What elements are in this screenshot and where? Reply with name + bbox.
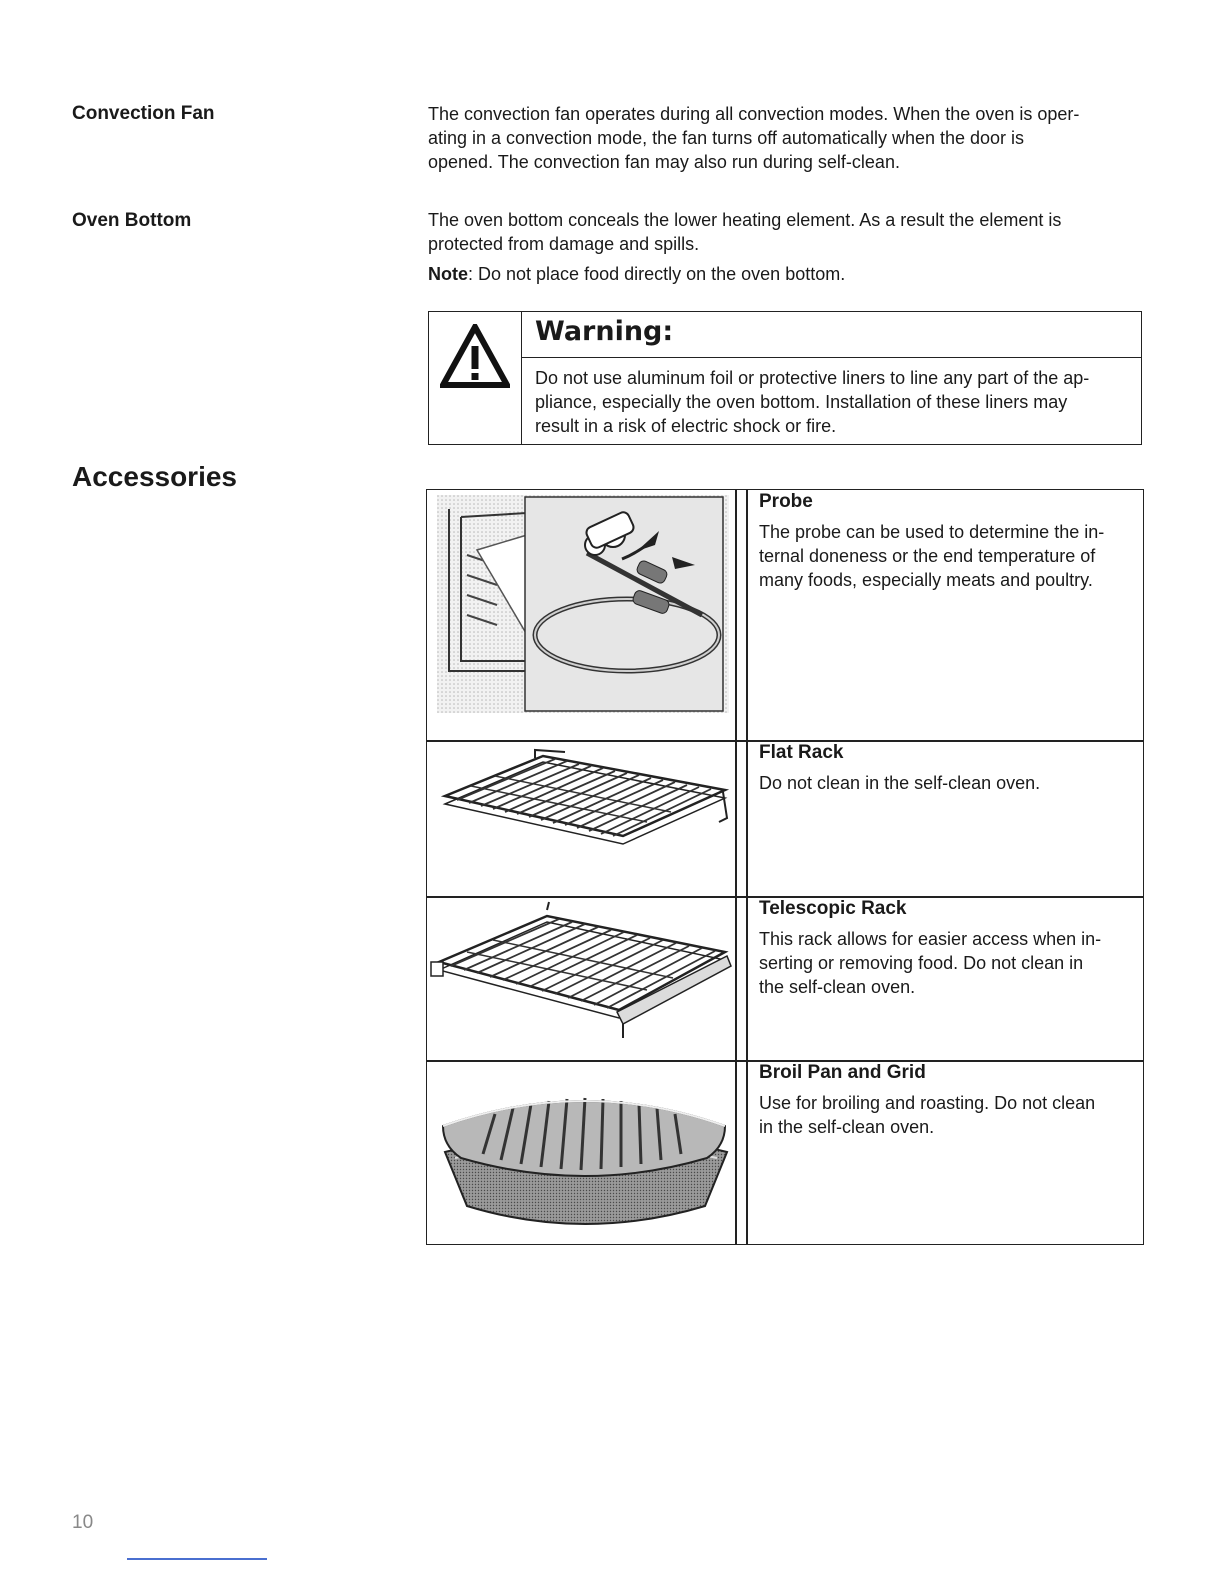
text-line: serting or removing food. Do not clean in: [759, 953, 1084, 973]
text-line: protected from damage and spills.: [428, 234, 700, 254]
broil-pan-illustration: [435, 1066, 731, 1243]
warning-icon-cell: [429, 312, 522, 444]
page-number: 10: [72, 1512, 94, 1533]
warning-box: [428, 311, 1142, 445]
text-line: many foods, especially meats and poultry.: [759, 570, 1093, 590]
accessory-name: Probe: [759, 491, 813, 512]
warning-title-row: [522, 312, 1141, 358]
text-line: The convection fan operates during all convection modes. When the oven is oper-: [428, 104, 1080, 124]
accessory-description: [759, 927, 1135, 999]
convection-fan-text: [428, 102, 1148, 174]
accessories-title: Accessories: [72, 461, 238, 492]
warning-text: [535, 366, 1131, 438]
text-line: opened. The convection fan may also run during self-clean.: [428, 152, 900, 172]
text-line: Do not clean in the self-clean oven.: [759, 773, 1041, 793]
oven-bottom-text: [428, 208, 1148, 256]
probe-illustration: [437, 495, 729, 718]
accessory-description: [759, 1091, 1135, 1139]
text-line: pliance, especially the oven bottom. Installation of these liners may: [535, 392, 1068, 412]
accessory-name: Broil Pan and Grid: [759, 1062, 926, 1083]
text-line: ating in a convection mode, the fan turns off automatically when the door is: [428, 128, 1025, 148]
note-text: : Do not place food directly on the oven bottom.: [468, 264, 846, 284]
text-line: result in a risk of electric shock or fire.: [535, 416, 837, 436]
warning-title: Warning:: [535, 316, 674, 347]
accessory-name: Flat Rack: [759, 742, 844, 763]
column-divider: [746, 490, 748, 1244]
accessory-description: [759, 520, 1135, 592]
text-line: in the self-clean oven.: [759, 1117, 935, 1137]
flat-rack-illustration: [435, 748, 731, 893]
convection-fan-heading: Convection Fan: [72, 103, 215, 124]
column-divider: [735, 490, 737, 1244]
accessory-name: Telescopic Rack: [759, 898, 907, 919]
oven-bottom-note: [428, 262, 1148, 286]
accessory-description: [759, 771, 1135, 795]
note-label: Note: [428, 264, 468, 284]
text-line: ternal doneness or the end temperature of: [759, 546, 1096, 566]
text-line: Do not use aluminum foil or protective liners to line any part of the ap-: [535, 368, 1090, 388]
warning-triangle-icon: [440, 324, 510, 388]
text-line: This rack allows for easier access when in-: [759, 929, 1102, 949]
text-line: The oven bottom conceals the lower heating element. As a result the element is: [428, 210, 1062, 230]
accessories-table: [426, 489, 1144, 1245]
text-line: the self-clean oven.: [759, 977, 916, 997]
oven-bottom-heading: Oven Bottom: [72, 210, 192, 231]
text-line: Use for broiling and roasting. Do not clean: [759, 1093, 1096, 1113]
telescopic-rack-illustration: [427, 900, 733, 1055]
text-line: The probe can be used to determine the in-: [759, 522, 1105, 542]
footer-rule: [127, 1558, 267, 1560]
